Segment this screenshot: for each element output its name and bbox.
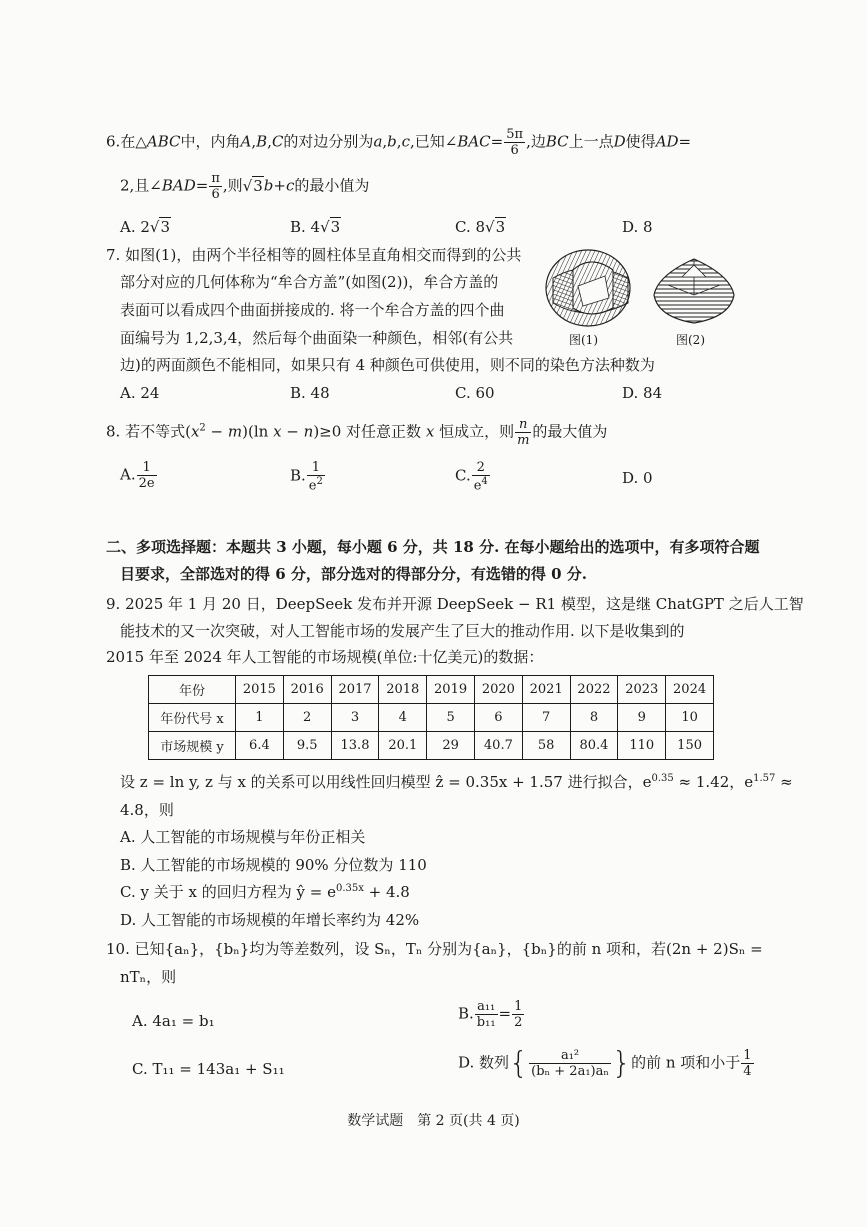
q8-option-c: C. $\frac{2}{e^4}$ — [455, 460, 488, 494]
table-header-size: 市场规模 y — [149, 732, 236, 760]
q9-line1: 9. 2025 年 1 月 20 日，DeepSeek 发布并开源 DeepSeek − R1 模型，这是继 ChatGPT 之后人工智 — [106, 595, 804, 613]
q6-option-d: D. 8 — [622, 218, 653, 236]
q8-line1: 8. 若不等式$(x^2 - m)(\ln$ x − n)≥0 对任意正数 x 恒成立，则 $\frac{n}{m}$ 的最大值为 — [106, 417, 608, 448]
q7-option-d: D. 84 — [622, 384, 663, 402]
q8-option-b: B. $\frac{1}{e^2}$ — [290, 460, 323, 494]
table-header-code: 年份代号 x — [149, 704, 236, 732]
ai-market-data-table — [148, 675, 714, 760]
q9-option-a: A. 人工智能的市场规模与年份正相关 — [120, 828, 366, 846]
figure-1-intersecting-cylinders — [543, 248, 641, 328]
q7-option-a: A. 24 — [120, 384, 160, 402]
q7-option-c: C. 60 — [455, 384, 495, 402]
q9-line5: 4.8，则 — [120, 801, 174, 819]
q10-option-d: D. 数列{ $\frac{\text{a₁²}}{\text{(bₙ + 2a₁)aₙ}}$ }的前 n 项和小于 $\frac{1}{4}$ — [458, 1046, 752, 1081]
table-row: 年份 2015 2016 2017 2018 2019 2020 2021 2022 2023 2024 — [149, 676, 714, 704]
q7-line1: 7. 如图(1)，由两个半径相等的圆柱体呈直角相交而得到的公共 — [106, 246, 522, 264]
q7-line2: 部分对应的几何体称为“牟合方盖”(如图(2))，牟合方盖的 — [120, 273, 499, 291]
table-row: 市场规模 y 6.4 9.5 13.8 20.1 29 40.7 58 80.4 110 150 — [149, 732, 714, 760]
q9-option-c: C. y 关于 x 的回归方程为 ŷ = $e^{0.35x} + 4.8$ — [120, 883, 410, 901]
section-2-heading-line2: 目要求，全部选对的得 6 分，部分选对的得部分分，有选错的得 0 分. — [120, 565, 587, 583]
q6-line1: 6.在△ABC中，内角A,B,C的对边分别为a,b,c,已知∠BAC= $\frac{5\pi}{6}$ ,边BC上一点D使得AD= — [106, 127, 692, 158]
table-header-year: 年份 — [149, 676, 236, 704]
q10-line1: 10. 已知{aₙ}，{bₙ}均为等差数列，设 Sₙ，Tₙ 分别为{aₙ}，{bₙ}的前 n 项和，若(2n + 2)Sₙ = — [106, 940, 763, 958]
q7-line5: 边)的两面颜色不能相同，如果只有 4 种颜色可供使用，则不同的染色方法种数为 — [120, 356, 655, 374]
q7-line4: 面编号为 1,2,3,4，然后每个曲面染一种颜色，相邻(有公共 — [120, 329, 514, 347]
q6-option-b: B. 4√3 — [290, 218, 341, 236]
q6-option-c: C. 8√3 — [455, 218, 506, 236]
q8-frac-n-m: $\frac{n}{m}$ — [517, 417, 530, 448]
q10-option-a: A. 4a₁ = b₁ — [132, 1012, 215, 1030]
q7-option-b: B. 48 — [290, 384, 330, 402]
q6-line2: 2,且∠BAD= $\frac{\pi}{6}$ ,则√3b+c的最小值为 — [120, 171, 370, 202]
q6-option-a: A. 2√3 — [120, 218, 171, 236]
q9-option-d: D. 人工智能的市场规模的年增长率约为 42% — [120, 911, 420, 929]
figure-1-caption: 图(1) — [569, 333, 598, 347]
q10-line2: nTₙ，则 — [120, 968, 177, 986]
q8-option-a: A. $\frac{1}{2e}$ — [120, 460, 155, 491]
page-footer: 数学试题 第 2 页(共 4 页) — [347, 1113, 520, 1129]
q9-line3: 2015 年至 2024 年人工智能的市场规模(单位:十亿美元)的数据： — [106, 648, 544, 666]
q10-option-b: B. $\frac{\text{a₁₁}}{\text{b₁₁}}$ = $\frac{1}{2}$ — [458, 999, 523, 1030]
figure-2-caption: 图(2) — [676, 333, 705, 347]
q10-option-c: C. T₁₁ = 143a₁ + S₁₁ — [132, 1060, 285, 1078]
q7-line3: 表面可以看成四个曲面拼接成的. 将一个牟合方盖的四个曲 — [120, 301, 505, 319]
table-row: 年份代号 x 1 2 3 4 5 6 7 8 9 10 — [149, 704, 714, 732]
q9-line2: 能技术的又一次突破，对人工智能市场的发展产生了巨大的推动作用. 以下是收集到的 — [120, 622, 685, 640]
q8-option-d: D. 0 — [622, 469, 653, 487]
q9-option-b: B. 人工智能的市场规模的 90% 分位数为 110 — [120, 856, 427, 874]
figure-2-mouhefanggai — [648, 255, 740, 327]
q9-line4: 设 z = ln y, z 与 x 的关系可以用线性回归模型 ẑ = 0.35x + 1.57 进行拟合，$e^{0.35} \approx 1.42$，$e^{1.57}$ ≈ — [120, 773, 793, 791]
q6-frac-pi-6: $\frac{\pi}{6}$ — [211, 171, 220, 202]
q6-frac-5pi-6: $\frac{5\pi}{6}$ — [506, 127, 524, 158]
section-2-heading-line1: 二、多项选择题：本题共 3 小题，每小题 6 分，共 18 分. 在每小题给出的选项中，有多项符合题 — [106, 538, 760, 556]
